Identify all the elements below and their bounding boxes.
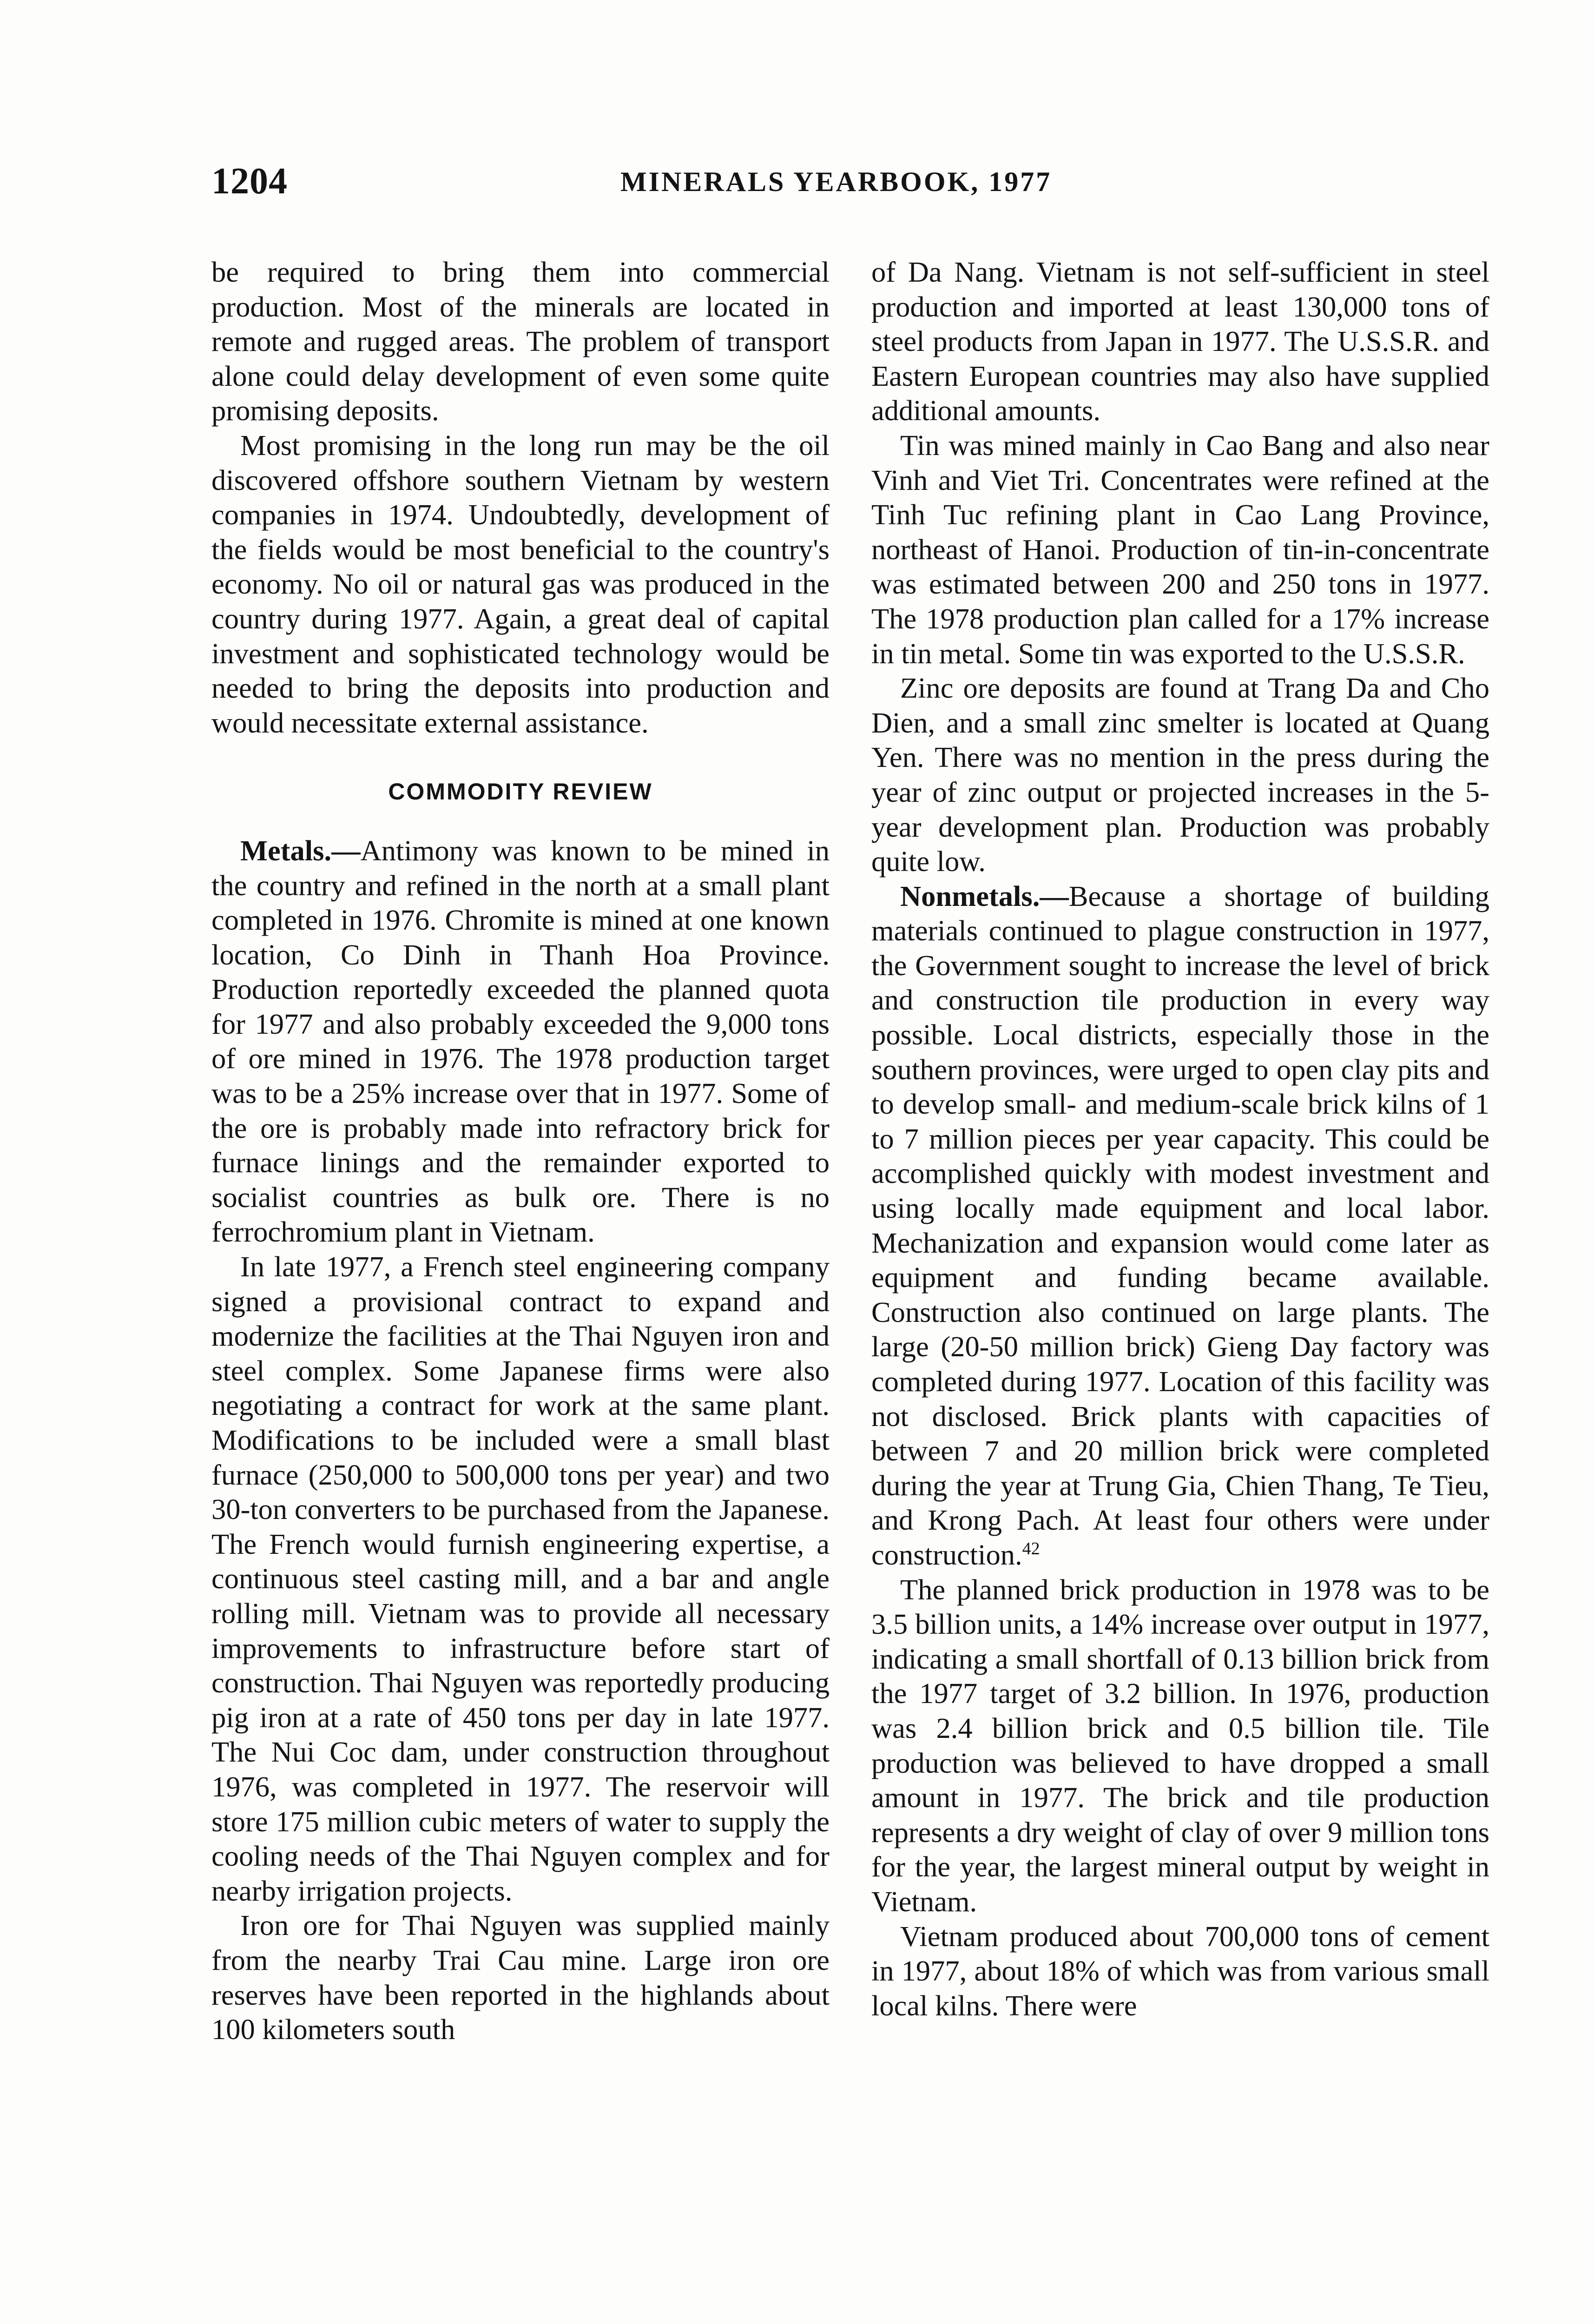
paragraph: The planned brick production in 1978 was to be 3.5 billion units, a 14% increase over output in 1977, indicating a small shortfall of 0.13 billion brick from the 1977 target of 3.2 billion. In 1976, production was 2.4 billion brick and 0.5 billion tile. Tile production was believed to have dropped a small amount in 1977. The brick and tile production represents a dry weight of clay of over 9 million tons for the year, the largest mineral output by weight in Vietnam. [871,1573,1489,1918]
paragraph: be required to bring them into commercial production. Most of the minerals are located in remote and rugged areas. The problem of transport alone could delay development of even some quite promising deposits. [211,256,830,427]
paragraph: Most promising in the long run may be the oil discovered offshore southern Vietnam by western companies in 1974. Undoubtedly, development of the fields would be most beneficial to the country's economy. No oil or natural gas was produced in the country during 1977. Again, a great deal of capital investment and sophisticated technology would be needed to bring the deposits into production and would necessitate external assistance. [211,429,830,739]
right-column [871,255,1489,2023]
paragraph-text: Because a shortage of building materials continued to plague construction in 1977, the Government sought to increase the level of brick and construction tile production in every way possible. Local districts, especially those in the southern provinces, were urged to open clay pits and to develop small- and medium-scale brick kilns of 1 to 7 million pieces per year capacity. This could be accomplished quickly with modest investment and using locally made equipment and local labor. Mechanization and expansion would come later as equipment and funding became available. Construction also continued on large plants. The large (20-50 million brick) Gieng Day factory was completed during 1977. Location of this facility was not disclosed. Brick plants with capacities of between 7 and 20 million brick were completed during the year at Trung Gia, Chien Thang, Te Tieu, and Krong Pach. At least four others were under construction. [871,879,1489,1571]
paragraph [871,879,1489,1572]
run-in-heading: Nonmetals.— [900,879,1069,912]
paragraph-text: Antimony was known to be mined in the country and refined in the north at a small plant completed in 1976. Chromite is mined at one known location, Co Dinh in Thanh Hoa Province. Production reportedly exceeded the planned quota for 1977 and also probably exceeded the 9,000 tons of ore mined in 1976. The 1978 production target was to be a 25% increase over that in 1977. Some of the ore is probably made into refractory brick for furnace linings and the remainder exported to socialist countries as bulk ore. There is no ferrochromium plant in Vietnam. [211,834,830,1248]
page-number: 1204 [211,161,288,202]
page-header [211,160,1513,211]
paragraph: Vietnam produced about 700,000 tons of cement in 1977, about 18% of which was from various small local kilns. There were [871,1920,1489,2022]
running-title: MINERALS YEARBOOK, 1977 [620,166,1052,197]
paragraph [211,833,830,1249]
paragraph: of Da Nang. Vietnam is not self-sufficient in steel production and imported at least 130,000 tons of steel products from Japan in 1977. The U.S.S.R. and Eastern European countries may also have supplied additional amounts. [871,256,1489,427]
left-column [211,255,830,2047]
paragraph: Zinc ore deposits are found at Trang Da and Cho Dien, and a small zinc smelter is located at Quang Yen. There was no mention in the press during the year of zinc output or projected increases in the 5-year development plan. Production was probably quite low. [871,672,1489,878]
paragraph: Iron ore for Thai Nguyen was supplied mainly from the nearby Trai Cau mine. Large iron ore reserves have been reported in the highlands about 100 kilometers south [211,1909,830,2046]
footnote-ref: 42 [1022,1539,1040,1559]
section-heading: COMMODITY REVIEW [388,779,653,805]
run-in-heading: Metals.— [240,834,361,867]
paragraph: Tin was mined mainly in Cao Bang and also near Vinh and Viet Tri. Concentrates were refined at the Tinh Tuc refining plant in Cao Lang Province, northeast of Hanoi. Production of tin-in-concentrate was estimated between 200 and 250 tons in 1977. The 1978 production plan called for a 17% increase in tin metal. Some tin was exported to the U.S.S.R. [871,429,1489,670]
paragraph: In late 1977, a French steel engineering company signed a provisional contract to expand and modernize the facilities at the Thai Nguyen iron and steel complex. Some Japanese firms were also negotiating a contract for work at the same plant. Modifications to be included were a small blast furnace (250,000 to 500,000 tons per year) and two 30-ton converters to be purchased from the Japanese. The French would furnish engineering expertise, a continuous steel casting mill, and a bar and angle rolling mill. Vietnam was to provide all necessary improvements to infrastructure before start of construction. Thai Nguyen was reportedly producing pig iron at a rate of 450 tons per day in late 1977. The Nui Coc dam, under construction throughout 1976, was completed in 1977. The reservoir will store 175 million cubic meters of water to supply the cooling needs of the Thai Nguyen complex and for nearby irrigation projects. [211,1250,830,1907]
